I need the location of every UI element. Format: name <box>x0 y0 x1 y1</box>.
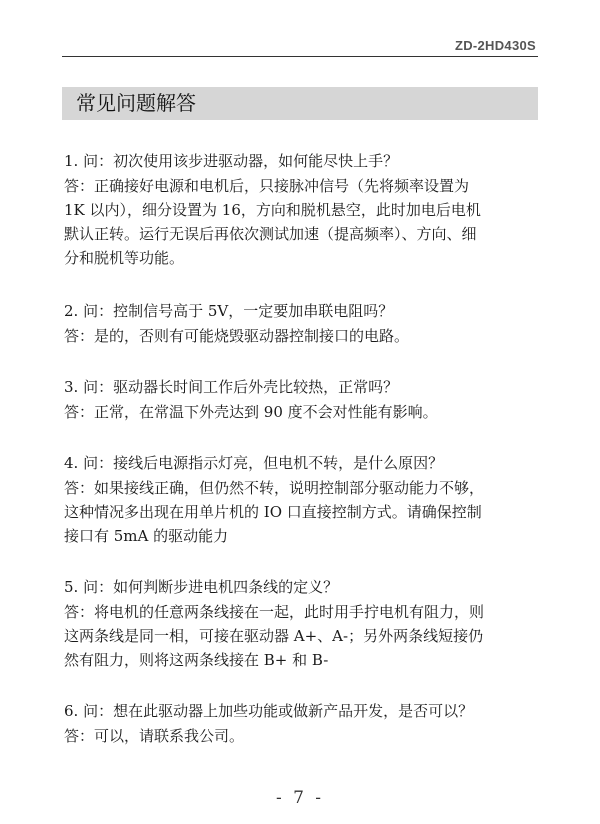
faq-item <box>64 374 542 424</box>
page-number: - 7 - <box>275 788 325 808</box>
faq-answer <box>64 724 542 748</box>
faq-question: 6. 问：想在此驱动器上加些功能或做新产品开发，是否可以？ <box>64 702 474 720</box>
answer-line: 答：正确接好电源和电机后，只接脉冲信号（先将频率设置为 <box>64 177 470 195</box>
faq-list <box>64 148 542 774</box>
faq-item <box>64 148 542 270</box>
answer-line: 答：正常，在常温下外壳达到 90 度不会对性能有影响。 <box>64 403 438 421</box>
faq-item <box>64 298 542 348</box>
answer-line: 默认正转。运行无误后再依次测试加速（提高频率）、方向、细 <box>64 225 477 243</box>
answer-line: 这种情况多出现在用单片机的 IO 口直接控制方式。请确保控制 <box>64 503 482 521</box>
answer-line: 然有阻力，则将这两条线接在 B+ 和 B- <box>64 651 329 669</box>
answer-line: 1K 以内），细分设置为 16，方向和脱机悬空，此时加电后电机 <box>64 201 481 219</box>
faq-question: 2. 问：控制信号高于 5V，一定要加串联电阻吗？ <box>64 302 394 320</box>
faq-item <box>64 450 542 548</box>
faq-answer <box>64 600 542 672</box>
section-title: 常见问题解答 <box>76 91 196 115</box>
header-rule <box>62 56 538 57</box>
answer-line: 答：如果接线正确，但仍然不转，说明控制部分驱动能力不够， <box>64 479 485 497</box>
answer-line: 接口有 5mA 的驱动能力 <box>64 527 229 545</box>
faq-answer <box>64 400 542 424</box>
section-title-bar <box>62 87 538 120</box>
faq-question: 4. 问：接线后电源指示灯亮，但电机不转，是什么原因？ <box>64 454 444 472</box>
faq-answer <box>64 324 542 348</box>
answer-line: 答：将电机的任意两条线接在一起，此时用手拧电机有阻力，则 <box>64 603 485 621</box>
faq-item <box>64 698 542 748</box>
faq-question: 3. 问：驱动器长时间工作后外壳比较热，正常吗？ <box>64 378 399 396</box>
answer-line: 这两条线是同一相，可接在驱动器 A+、A-；另外两条线短接仍 <box>64 627 484 645</box>
model-code: ZD-2HD430S <box>454 38 536 53</box>
faq-question: 1. 问：初次使用该步进驱动器，如何能尽快上手？ <box>64 152 399 170</box>
faq-answer <box>64 476 542 548</box>
faq-answer <box>64 174 542 270</box>
answer-line: 答：是的，否则有可能烧毁驱动器控制接口的电路。 <box>64 327 410 345</box>
answer-line: 分和脱机等功能。 <box>64 249 185 267</box>
faq-question: 5. 问：如何判断步进电机四条线的定义？ <box>64 578 339 596</box>
answer-line: 答：可以，请联系我公司。 <box>64 727 245 745</box>
faq-item <box>64 574 542 672</box>
